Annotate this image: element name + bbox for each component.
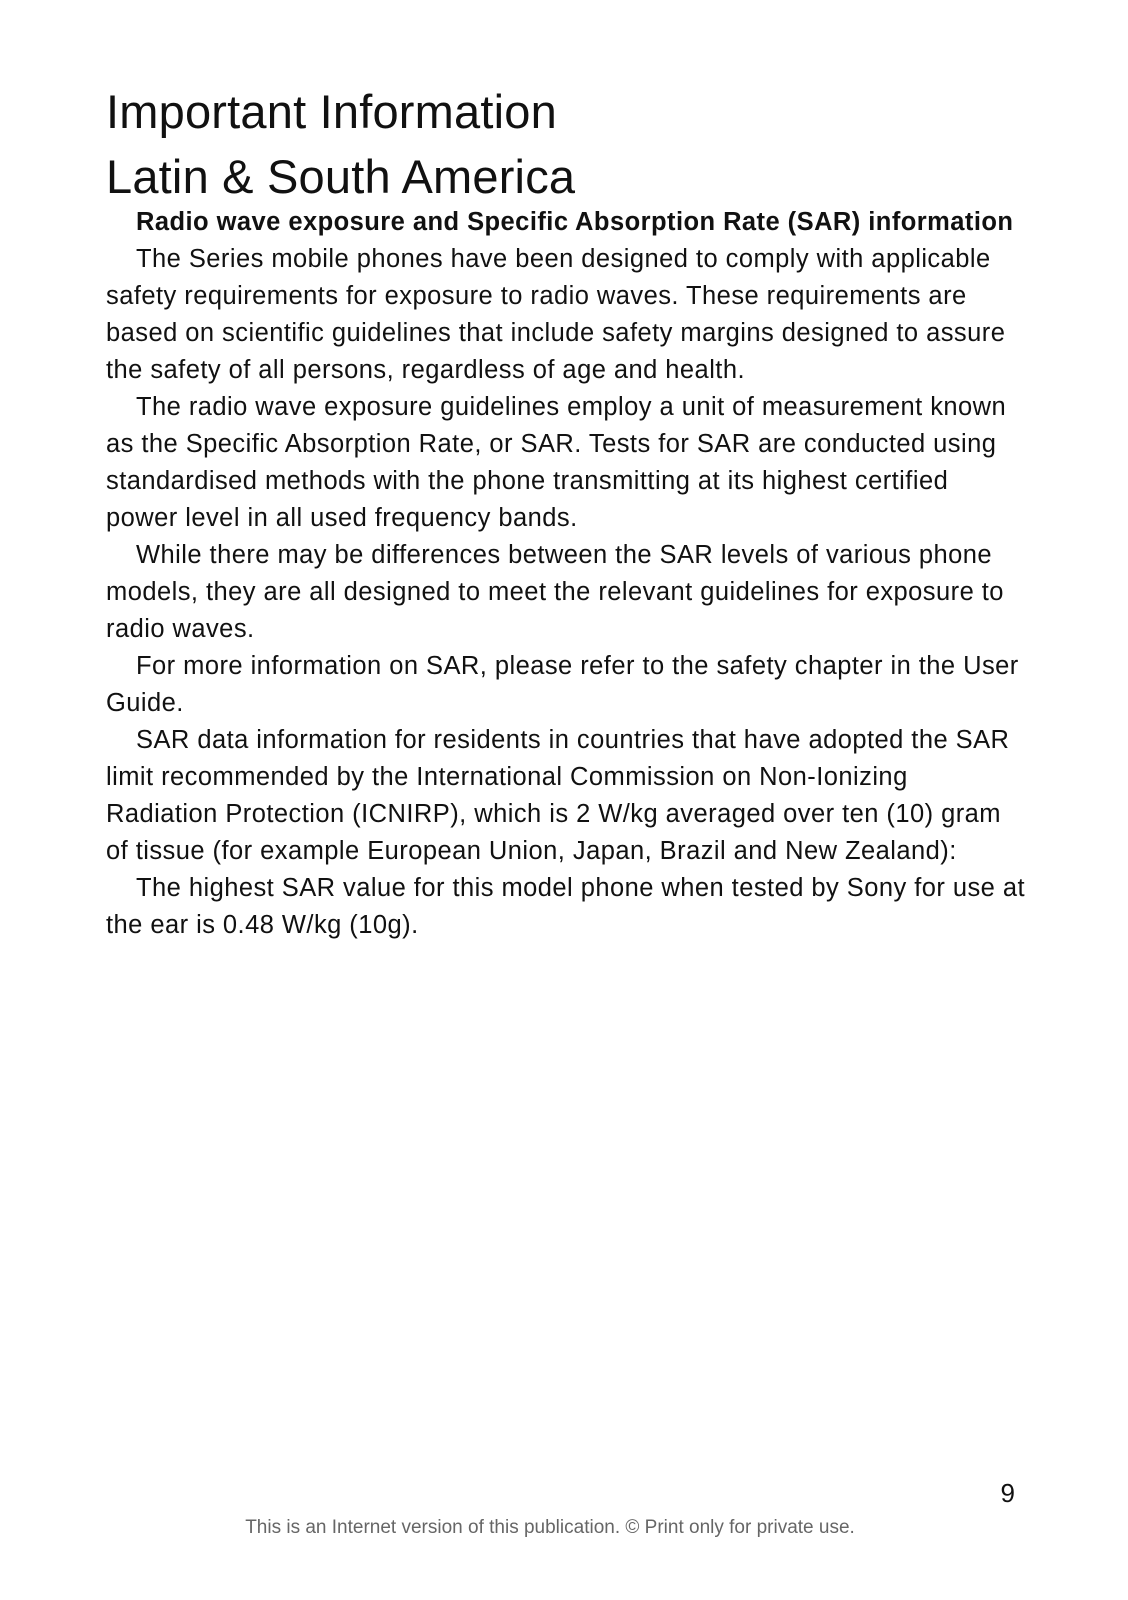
page-number: 9 — [1000, 1478, 1015, 1508]
page-title: Important Information — [106, 85, 557, 138]
paragraph-sar-definition: The radio wave exposure guidelines employ a unit of measurement known as the Specific Absorption Rate, or SAR. Tests for SAR are conducted using standardised methods with the phone transmitting at its highest certified power level in all used frequency bands. — [106, 393, 1007, 532]
region-title: Latin & South America — [106, 150, 576, 203]
document-body — [106, 85, 1026, 944]
paragraph-icnirp-limit: SAR data information for residents in countries that have adopted the SAR limit recommended by the International Commission on Non-Ionizing Radiation Protection (ICNIRP), which is 2 W/kg averaged over ten (10) gram of tissue (for example European Union, Japan, Brazil and New Zealand): — [106, 726, 1010, 865]
paragraph-highest-sar: The highest SAR value for this model phone when tested by Sony for use at the ear is 0.48 W/kg (10g). — [106, 874, 1026, 939]
section-heading: Radio wave exposure and Specific Absorption Rate (SAR) information — [136, 208, 1014, 236]
footer-note: This is an Internet version of this publication. © Print only for private use. — [245, 1517, 855, 1538]
paragraph-more-info: For more information on SAR, please refer to the safety chapter in the User Guide. — [106, 652, 1019, 717]
paragraph-model-differences: While there may be differences between the SAR levels of various phone models, they are all designed to meet the relevant guidelines for exposure to radio waves. — [106, 541, 1004, 643]
paragraph-compliance: The Series mobile phones have been designed to comply with applicable safety requirements for exposure to radio waves. These requirements are based on scientific guidelines that include safety margins designed to assure the safety of all persons, regardless of age and health. — [106, 245, 1006, 384]
